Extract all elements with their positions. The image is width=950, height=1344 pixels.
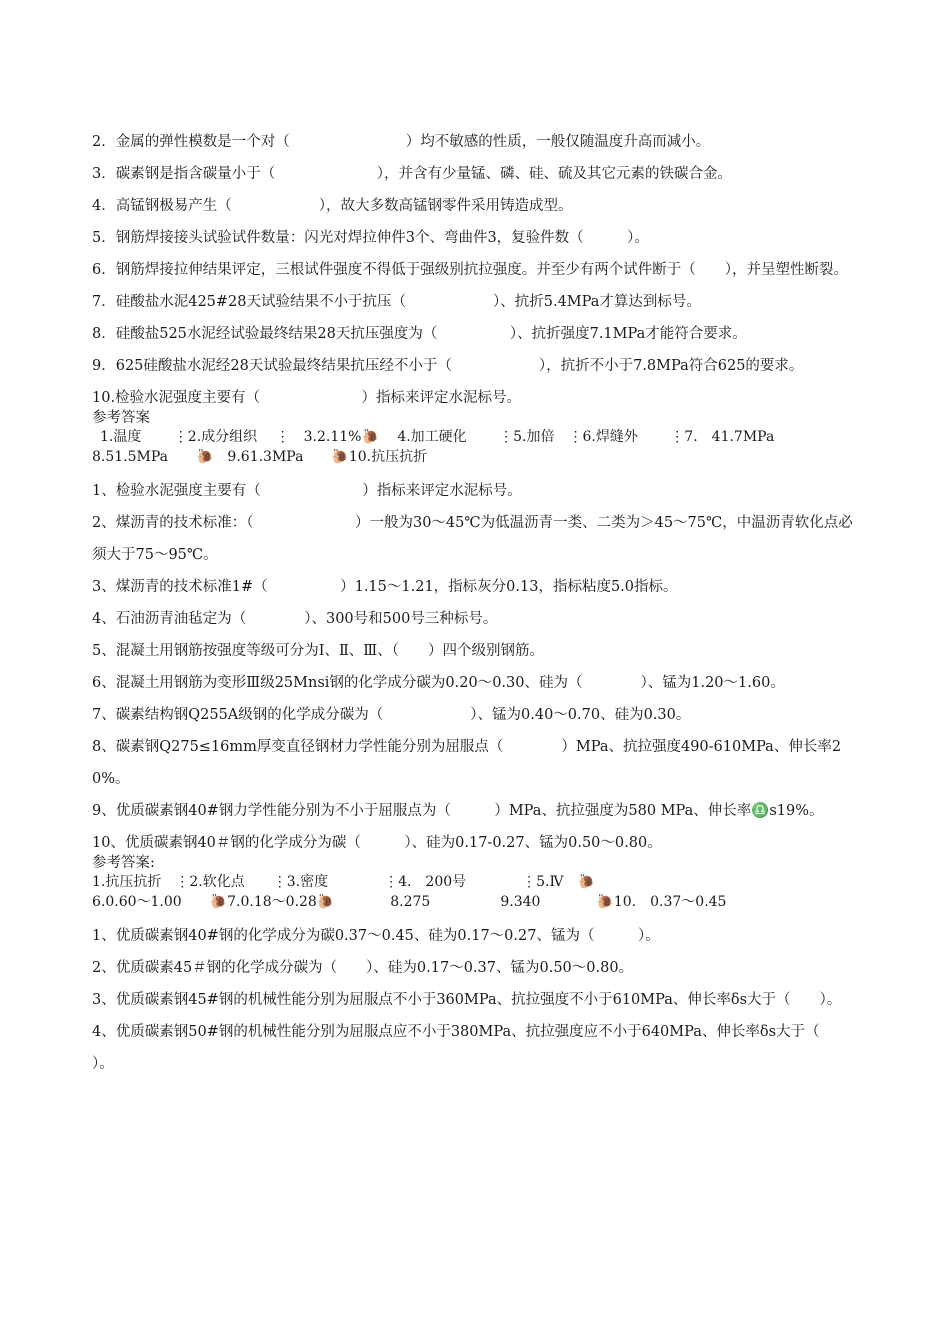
question-s1-10: 10.检验水泥强度主要有（ ）指标来评定水泥标号。 bbox=[92, 390, 522, 406]
question-s1-9: 9．625硅酸盐水泥经28天试验最终结果抗压经不小于（ ），抗折不小于7.8MPa符合625的要求。 bbox=[92, 358, 804, 374]
question-s1-2: 2．金属的弹性模数是一个对（ ）均不敏感的性质，一般仅随温度升高而减小。 bbox=[92, 134, 711, 150]
answer-line-s2-2: 6.0.60～1.00 🐌7.0.18～0.28🐌 8.275 9.340 🐌10. 0.37～0.45 bbox=[92, 894, 727, 910]
question-s3-2: 2、优质碳素45＃钢的化学成分碳为（ ）、硅为0.17～0.37、锰为0.50～0.80。 bbox=[92, 960, 634, 976]
question-s2-3: 3、煤沥青的技术标准1#（ ）1.15～1.21，指标灰分0.13，指标粘度5.0指标。 bbox=[92, 579, 678, 595]
question-s2-5: 5、混凝土用钢筋按强度等级可分为Ⅰ、Ⅱ、Ⅲ、（ ）四个级别钢筋。 bbox=[92, 643, 545, 659]
question-s2-2: 2、煤沥青的技术标准：（ ）一般为30～45℃为低温沥青一类、二类为＞45～75℃，中温沥青软化点必须大于75～95℃。 bbox=[92, 515, 853, 563]
question-s2-9: 9、优质碳素钢40#钢力学性能分别为不小于屈服点为（ ）MPa、抗拉强度为580 MPa、伸长率♎s19%。 bbox=[92, 803, 824, 819]
question-s1-4: 4．高锰钢极易产生（ ），故大多数高锰钢零件采用铸造成型。 bbox=[92, 198, 573, 214]
answer-line-s1-2: 8.51.5MPa 🐌 9.61.3MPa 🐌10.抗压抗折 bbox=[92, 449, 428, 465]
question-s1-6: 6．钢筋焊接拉伸结果评定，三根试件强度不得低于强级别抗拉强度。并至少有两个试件断于（ ），并呈塑性断裂。 bbox=[92, 262, 848, 278]
question-s2-10: 10、优质碳素钢40＃钢的化学成分为碳（ ）、硅为0.17-0.27、锰为0.50～0.80。 bbox=[92, 835, 662, 851]
question-s2-4: 4、石油沥青油毡定为（ ）、300号和500号三种标号。 bbox=[92, 611, 498, 627]
question-s2-1: 1、检验水泥强度主要有（ ）指标来评定水泥标号。 bbox=[92, 483, 522, 499]
question-s2-7: 7、碳素结构钢Q255A级钢的化学成分碳为（ ）、锰为0.40～0.70、硅为0.30。 bbox=[92, 707, 691, 723]
question-s1-7: 7．硅酸盐水泥425#28天试验结果不小于抗压（ ）、抗折5.4MPa才算达到标号。 bbox=[92, 294, 701, 310]
question-s2-6: 6、混凝土用钢筋为变形Ⅲ级25Mnsi钢的化学成分碳为0.20～0.30、硅为（ ）、锰为1.20～1.60。 bbox=[92, 675, 785, 691]
document-content bbox=[92, 126, 862, 1080]
answer-heading-s2: 参考答案: bbox=[92, 855, 155, 871]
question-s3-1: 1、优质碳素钢40#钢的化学成分为碳0.37～0.45、硅为0.17～0.27、锰为（ ）。 bbox=[92, 928, 660, 944]
question-s1-5: 5．钢筋焊接接头试验试件数量：闪光对焊拉伸件3个、弯曲件3，复验件数（ ）。 bbox=[92, 230, 649, 246]
question-s1-3: 3．碳素钢是指含碳量小于（ ），并含有少量锰、磷、硅、硫及其它元素的铁碳合金。 bbox=[92, 166, 732, 182]
question-s2-8: 8、碳素钢Q275≤16mm厚变直径钢材力学性能分别为屈服点（ ）MPa、抗拉强度490-610MPa、伸长率20%。 bbox=[92, 739, 842, 787]
question-s3-4: 4、优质碳素钢50#钢的机械性能分别为屈服点应不小于380MPa、抗拉强度应不小于640MPa、伸长率δs大于（ ）。 bbox=[92, 1024, 849, 1072]
question-s1-8: 8．硅酸盐525水泥经试验最终结果28天抗压强度为（ ）、抗折强度7.1MPa才能符合要求。 bbox=[92, 326, 747, 342]
answer-heading-s1: 参考答案 bbox=[92, 410, 150, 426]
answer-line-s2-1: 1.抗压抗折 ⋮2.软化点 ⋮3.密度 ⋮4. 200号 ⋮5.Ⅳ 🐌 bbox=[92, 874, 595, 890]
question-s3-3: 3、优质碳素钢45#钢的机械性能分别为屈服点不小于360MPa、抗拉强度不小于610MPa、伸长率δs大于（ ）。 bbox=[92, 992, 842, 1008]
answer-line-s1-1: 1.温度 ⋮2.成分组织 ⋮ 3.2.11%🐌 4.加工硬化 ⋮5.加倍 ⋮6.焊缝外 ⋮7. 41.7MPa bbox=[100, 429, 775, 445]
